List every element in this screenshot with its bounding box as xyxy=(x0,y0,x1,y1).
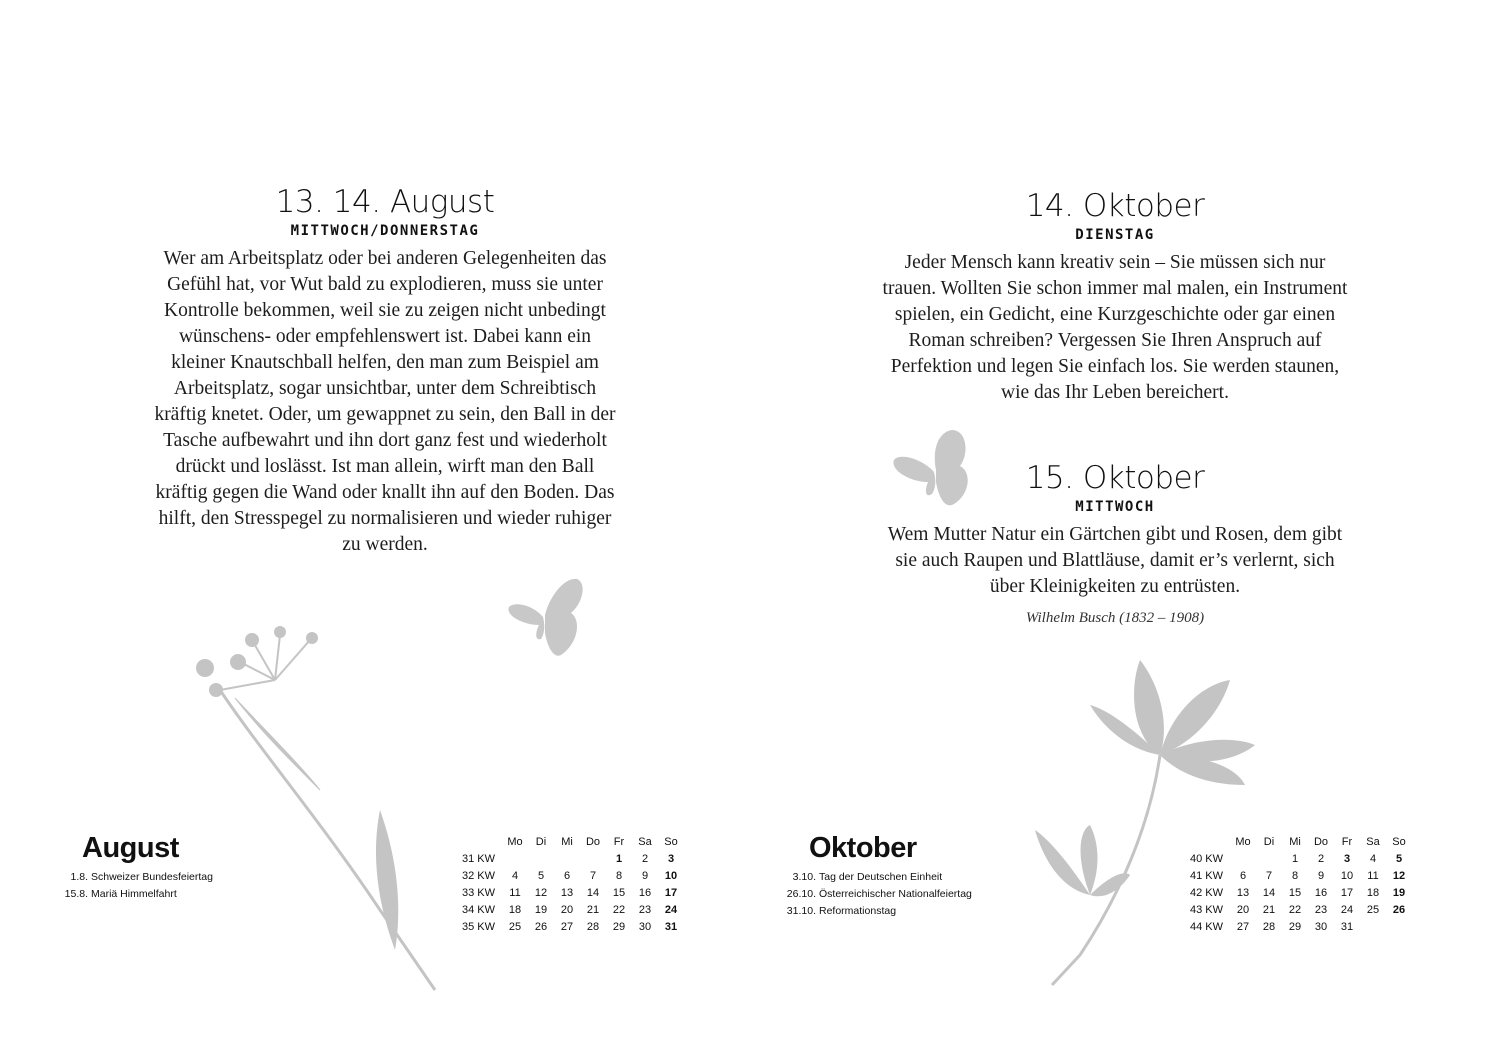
month-calendar xyxy=(462,833,684,935)
calendar-day: 14 xyxy=(586,886,600,899)
text-line: zu werden. xyxy=(342,534,428,555)
week-number: 44 KW xyxy=(1190,920,1224,933)
calendar-day: 11 xyxy=(1367,869,1379,882)
calendar-day: 25 xyxy=(508,920,522,933)
calendar-day: 20 xyxy=(560,903,574,916)
weekday-header: Fr xyxy=(613,835,625,848)
calendar-day: 29 xyxy=(1288,920,1302,933)
entry-date-title: 15. Oktober xyxy=(1025,460,1205,496)
holiday-name: Tag der Deutschen Einheit xyxy=(819,871,943,883)
calendar-day xyxy=(1256,850,1282,867)
text-line: Jeder Mensch kann kreativ sein – Sie müssen sich nur xyxy=(904,252,1326,273)
calendar-day xyxy=(554,850,580,867)
calendar-header-row xyxy=(462,833,684,850)
calendar-day: 4 xyxy=(1369,852,1377,865)
calendar-day: 27 xyxy=(1236,920,1250,933)
calendar-week-row xyxy=(1190,867,1412,884)
weekday-header: Fr xyxy=(1341,835,1353,848)
holiday-list xyxy=(783,869,972,920)
leaf-branch-illustration xyxy=(1030,655,1260,995)
calendar-day: 16 xyxy=(1314,886,1328,899)
entry-text xyxy=(840,522,1390,600)
calendar-day: 31 xyxy=(664,920,678,933)
weekday-header: Di xyxy=(535,835,547,848)
text-line: Wem Mutter Natur ein Gärtchen gibt und Rosen, dem gibt xyxy=(887,524,1343,545)
week-number: 31 KW xyxy=(462,852,496,865)
calendar-week-row xyxy=(462,850,684,867)
weekday-header: Mi xyxy=(1289,835,1301,848)
calendar-corner xyxy=(462,833,502,850)
calendar-day: 1 xyxy=(1291,852,1299,865)
week-number: 41 KW xyxy=(1190,869,1224,882)
calendar-week-row xyxy=(1190,918,1412,935)
month-name: August xyxy=(82,832,179,864)
calendar-day: 17 xyxy=(664,886,678,899)
calendar-day: 3 xyxy=(667,852,675,865)
holiday-date: 1.8. xyxy=(70,871,88,883)
text-line: kräftig knetet. Oder, um gewappnet zu sein, den Ball in der xyxy=(154,404,616,425)
entry-august xyxy=(120,184,650,558)
calendar-day xyxy=(502,850,528,867)
calendar-week-row xyxy=(462,867,684,884)
holiday-item xyxy=(783,903,972,920)
calendar-day: 8 xyxy=(615,869,623,882)
week-number: 40 KW xyxy=(1190,852,1224,865)
week-number: 42 KW xyxy=(1190,886,1224,899)
holiday-date: 26.10. xyxy=(786,888,816,900)
calendar-day: 22 xyxy=(1288,903,1302,916)
flower-stem-illustration xyxy=(180,610,460,1000)
entry-date-title: 14. Oktober xyxy=(1025,188,1205,224)
weekday-header: Do xyxy=(585,835,601,848)
calendar-day: 21 xyxy=(586,903,600,916)
calendar-day: 9 xyxy=(641,869,649,882)
holiday-name: Reformationstag xyxy=(819,905,897,917)
calendar-week-row xyxy=(462,901,684,918)
calendar-day: 10 xyxy=(664,869,678,882)
calendar-day: 11 xyxy=(509,886,521,899)
calendar-day: 13 xyxy=(1236,886,1250,899)
calendar-day: 28 xyxy=(586,920,600,933)
weekday-header: Mo xyxy=(507,835,523,848)
week-number: 33 KW xyxy=(462,886,496,899)
calendar-day: 10 xyxy=(1340,869,1354,882)
calendar-day: 24 xyxy=(1340,903,1354,916)
calendar-day: 14 xyxy=(1262,886,1276,899)
text-line: Tasche aufbewahrt und ihn dort ganz fest und wiederholt xyxy=(163,430,607,451)
text-line: wie das Ihr Leben bereichert. xyxy=(1001,382,1229,403)
calendar-day: 28 xyxy=(1262,920,1276,933)
calendar-day: 19 xyxy=(534,903,548,916)
calendar-day: 7 xyxy=(1265,869,1273,882)
weekday-header: Mi xyxy=(561,835,573,848)
text-line: Gefühl hat, vor Wut bald zu explodieren, muss sie unter xyxy=(167,274,603,295)
holiday-date: 31.10. xyxy=(786,905,816,917)
entry-date-title: 13. 14. August xyxy=(275,184,495,220)
calendar-day: 5 xyxy=(537,869,545,882)
calendar-day: 15 xyxy=(612,886,626,899)
calendar-day: 2 xyxy=(641,852,649,865)
calendar-day xyxy=(580,850,606,867)
text-line: trauen. Wollten Sie schon immer mal malen, ein Instrument xyxy=(882,278,1348,299)
text-line: kräftig gegen die Wand oder knallt ihn auf den Boden. Das xyxy=(155,482,615,503)
calendar-day: 17 xyxy=(1340,886,1354,899)
text-line: spielen, ein Gedicht, eine Kurzgeschichte oder gar einen xyxy=(894,304,1336,325)
calendar-day: 4 xyxy=(511,869,519,882)
calendar-day: 29 xyxy=(612,920,626,933)
weekday-header: Di xyxy=(1263,835,1275,848)
holiday-name: Österreichischer Nationalfeiertag xyxy=(819,888,972,900)
calendar-header-row xyxy=(1190,833,1412,850)
week-number: 43 KW xyxy=(1190,903,1224,916)
text-line: wünschens- oder empfehlenswert ist. Dabei kann ein xyxy=(178,326,592,347)
text-line: Roman schreiben? Vergessen Sie Ihren Anspruch auf xyxy=(908,330,1322,351)
calendar-day: 23 xyxy=(638,903,652,916)
calendar-day xyxy=(528,850,554,867)
calendar-day: 30 xyxy=(638,920,652,933)
butterfly-icon xyxy=(505,575,590,660)
entry-weekday: MITTWOCH/DONNERSTAG xyxy=(290,223,480,239)
calendar-week-row xyxy=(462,884,684,901)
text-line: über Kleinigkeiten zu entrüsten. xyxy=(989,576,1241,597)
calendar-day: 31 xyxy=(1340,920,1354,933)
text-line: sie auch Raupen und Blattläuse, damit er’s verlernt, sich xyxy=(895,550,1335,571)
holiday-item xyxy=(55,886,213,903)
calendar-day xyxy=(1386,918,1412,935)
entry-oktober-14 xyxy=(840,188,1390,406)
holiday-list xyxy=(55,869,213,903)
calendar-day: 26 xyxy=(534,920,548,933)
holiday-date: 3.10. xyxy=(792,871,816,883)
calendar-day: 24 xyxy=(664,903,678,916)
calendar-day: 12 xyxy=(1392,869,1406,882)
calendar-day: 5 xyxy=(1395,852,1403,865)
calendar-day: 15 xyxy=(1288,886,1302,899)
calendar-day: 27 xyxy=(560,920,574,933)
calendar-day: 30 xyxy=(1314,920,1328,933)
calendar-day: 26 xyxy=(1392,903,1406,916)
calendar-week-row xyxy=(1190,850,1412,867)
weekday-header: Mo xyxy=(1235,835,1251,848)
calendar-day xyxy=(1360,918,1386,935)
calendar-day: 23 xyxy=(1314,903,1328,916)
calendar-day: 6 xyxy=(563,869,571,882)
calendar-day: 20 xyxy=(1236,903,1250,916)
calendar-day: 1 xyxy=(615,852,623,865)
calendar-day: 3 xyxy=(1343,852,1351,865)
weekday-header: Sa xyxy=(638,835,652,848)
weekday-header: So xyxy=(1392,835,1406,848)
weekday-header: Do xyxy=(1313,835,1329,848)
right-page xyxy=(750,0,1500,1061)
week-number: 35 KW xyxy=(462,920,496,933)
holiday-name: Schweizer Bundesfeiertag xyxy=(91,871,213,883)
calendar-day: 22 xyxy=(612,903,626,916)
calendar-day: 8 xyxy=(1291,869,1299,882)
calendar-week-row xyxy=(462,918,684,935)
holiday-name: Mariä Himmelfahrt xyxy=(91,888,177,900)
text-line: Arbeitsplatz, sogar unsichtbar, unter dem Schreibtisch xyxy=(173,378,597,399)
text-line: Kontrolle bekommen, weil sie zu zeigen nicht unbedingt xyxy=(164,300,606,321)
holiday-date: 15.8. xyxy=(64,888,88,900)
entry-text xyxy=(120,246,650,558)
calendar-day: 18 xyxy=(1366,886,1380,899)
calendar-day: 18 xyxy=(508,903,522,916)
text-line: hilft, den Stresspegel zu normalisieren und wieder ruhiger xyxy=(158,508,612,529)
holiday-item xyxy=(55,869,213,886)
calendar-day: 7 xyxy=(589,869,597,882)
calendar-day: 6 xyxy=(1239,869,1247,882)
holiday-item xyxy=(783,886,972,903)
entry-text xyxy=(840,250,1390,406)
calendar-day: 9 xyxy=(1317,869,1325,882)
entry-weekday: DIENSTAG xyxy=(1075,227,1155,243)
quote-author: Wilhelm Busch (1832 – 1908) xyxy=(1025,610,1205,626)
calendar-day: 12 xyxy=(534,886,548,899)
calendar-day: 25 xyxy=(1366,903,1380,916)
holiday-item xyxy=(783,869,972,886)
calendar-day: 13 xyxy=(560,886,574,899)
calendar-corner xyxy=(1190,833,1230,850)
weekday-header: So xyxy=(664,835,678,848)
text-line: kleiner Knautschball helfen, den man zum Beispiel am xyxy=(171,352,599,373)
week-number: 32 KW xyxy=(462,869,496,882)
calendar-day xyxy=(1230,850,1256,867)
calendar-week-row xyxy=(1190,884,1412,901)
text-line: Wer am Arbeitsplatz oder bei anderen Gelegenheiten das xyxy=(163,248,607,269)
calendar-day: 16 xyxy=(638,886,652,899)
weekday-header: Sa xyxy=(1366,835,1380,848)
calendar-day: 2 xyxy=(1317,852,1325,865)
calendar-week-row xyxy=(1190,901,1412,918)
calendar-day: 21 xyxy=(1262,903,1276,916)
text-line: Perfektion und legen Sie einfach los. Sie werden staunen, xyxy=(890,356,1340,377)
week-number: 34 KW xyxy=(462,903,496,916)
text-line: drückt und loslässt. Ist man allein, wirft man den Ball xyxy=(175,456,595,477)
calendar-day: 19 xyxy=(1392,886,1406,899)
month-calendar xyxy=(1190,833,1412,935)
month-name: Oktober xyxy=(809,832,917,864)
entry-weekday: MITTWOCH xyxy=(1075,499,1155,515)
entry-oktober-15 xyxy=(840,460,1390,627)
